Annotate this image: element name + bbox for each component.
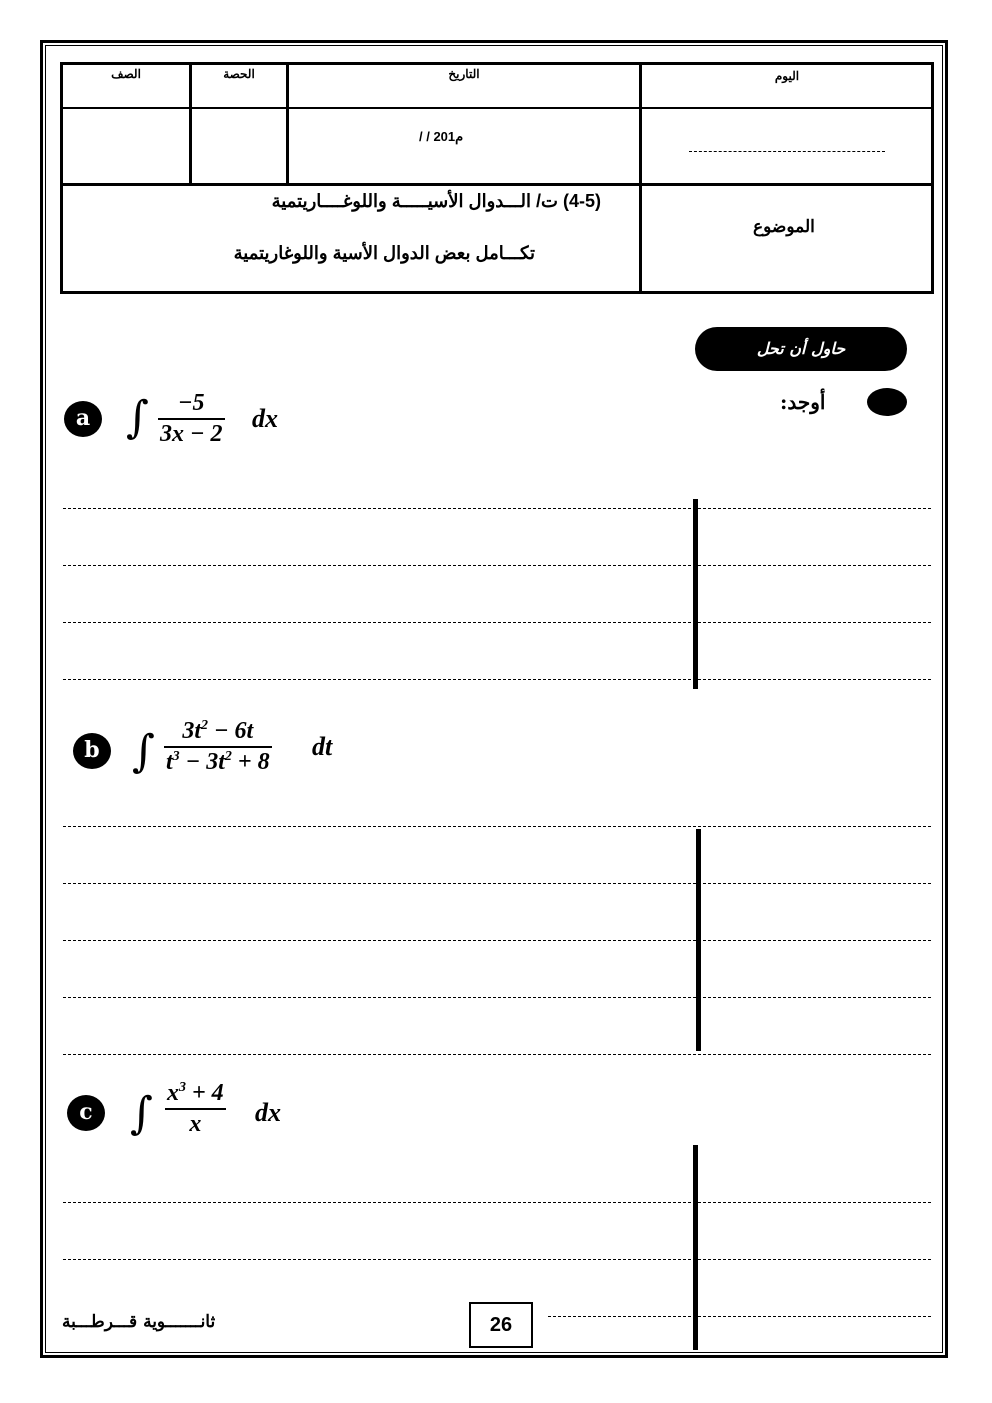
answer-line[interactable] bbox=[63, 1259, 931, 1260]
answer-line[interactable] bbox=[63, 1054, 931, 1055]
topic-subtitle: تكـــامل بعض الدوال الأسية واللوغاريتمية bbox=[233, 243, 535, 263]
integral-sign-c: ∫ bbox=[130, 1088, 153, 1139]
problem-a-denominator: 3x − 2 bbox=[160, 421, 223, 447]
answer-divider bbox=[696, 829, 701, 1051]
problem-b-den-term2: − 3t bbox=[179, 749, 225, 775]
integral-sign-b: ∫ bbox=[132, 726, 155, 777]
day-label: اليوم bbox=[774, 69, 800, 83]
answer-line[interactable] bbox=[548, 1316, 931, 1317]
problem-b-den-term1: t bbox=[166, 749, 173, 775]
problem-c-differential: dx bbox=[255, 1098, 281, 1127]
answer-line[interactable] bbox=[63, 1202, 931, 1203]
problem-b-num-term2: − 6t bbox=[208, 718, 254, 744]
problem-c-num-term2: + 4 bbox=[186, 1080, 224, 1106]
answer-line[interactable] bbox=[63, 508, 931, 509]
problem-c-badge: c bbox=[67, 1095, 105, 1131]
period-label: الحصة bbox=[223, 67, 255, 81]
answer-line[interactable] bbox=[63, 940, 931, 941]
answer-line[interactable] bbox=[63, 883, 931, 884]
problem-b-den-exp2: 2 bbox=[224, 749, 232, 764]
problem-b-differential: dt bbox=[312, 732, 333, 761]
problem-b-num-term1: 3t bbox=[182, 718, 202, 744]
problem-b-num-exp: 2 bbox=[201, 718, 209, 733]
problem-a-differential: dx bbox=[252, 404, 278, 433]
problem-b-den-exp1: 3 bbox=[172, 749, 180, 764]
problem-b-badge: b bbox=[73, 733, 111, 769]
problem-c-fraction bbox=[165, 1080, 226, 1138]
topic-label: الموضوع bbox=[753, 217, 815, 236]
answer-line[interactable] bbox=[63, 565, 931, 566]
class-label: الصف bbox=[111, 67, 141, 81]
answer-line[interactable] bbox=[63, 622, 931, 623]
header-table bbox=[60, 62, 934, 294]
answer-line[interactable] bbox=[63, 826, 931, 827]
date-value[interactable]: / / 201م bbox=[419, 129, 464, 144]
problem-b-fraction bbox=[164, 718, 272, 776]
date-label: التاريخ bbox=[448, 67, 480, 81]
problem-c-num-term1: x bbox=[167, 1080, 179, 1106]
answer-line[interactable] bbox=[63, 679, 931, 680]
answer-divider bbox=[693, 1145, 698, 1350]
topic-title: (4-5) ت/ الـــدوال الأسيـــــة واللوغــــاريتمية bbox=[271, 191, 601, 211]
try-to-solve-pill: حاول أن تحل bbox=[695, 327, 907, 371]
problem-a-badge: a bbox=[64, 401, 102, 437]
find-label: أوجد: bbox=[780, 390, 826, 414]
day-field[interactable] bbox=[689, 151, 885, 152]
integral-sign-a: ∫ bbox=[126, 392, 149, 443]
bullet-icon bbox=[867, 388, 907, 416]
answer-line[interactable] bbox=[63, 997, 931, 998]
problem-a-numerator: −5 bbox=[178, 390, 205, 416]
page-number: 26 bbox=[469, 1302, 533, 1348]
answer-divider bbox=[693, 499, 698, 689]
school-name: ثانـــــــوية قـــرطـــبة bbox=[62, 1312, 216, 1332]
problem-c-num-exp: 3 bbox=[179, 1080, 186, 1095]
problem-b-den-term3: + 8 bbox=[231, 749, 270, 775]
problem-c-denominator: x bbox=[189, 1111, 202, 1137]
problem-a-fraction bbox=[158, 390, 225, 448]
